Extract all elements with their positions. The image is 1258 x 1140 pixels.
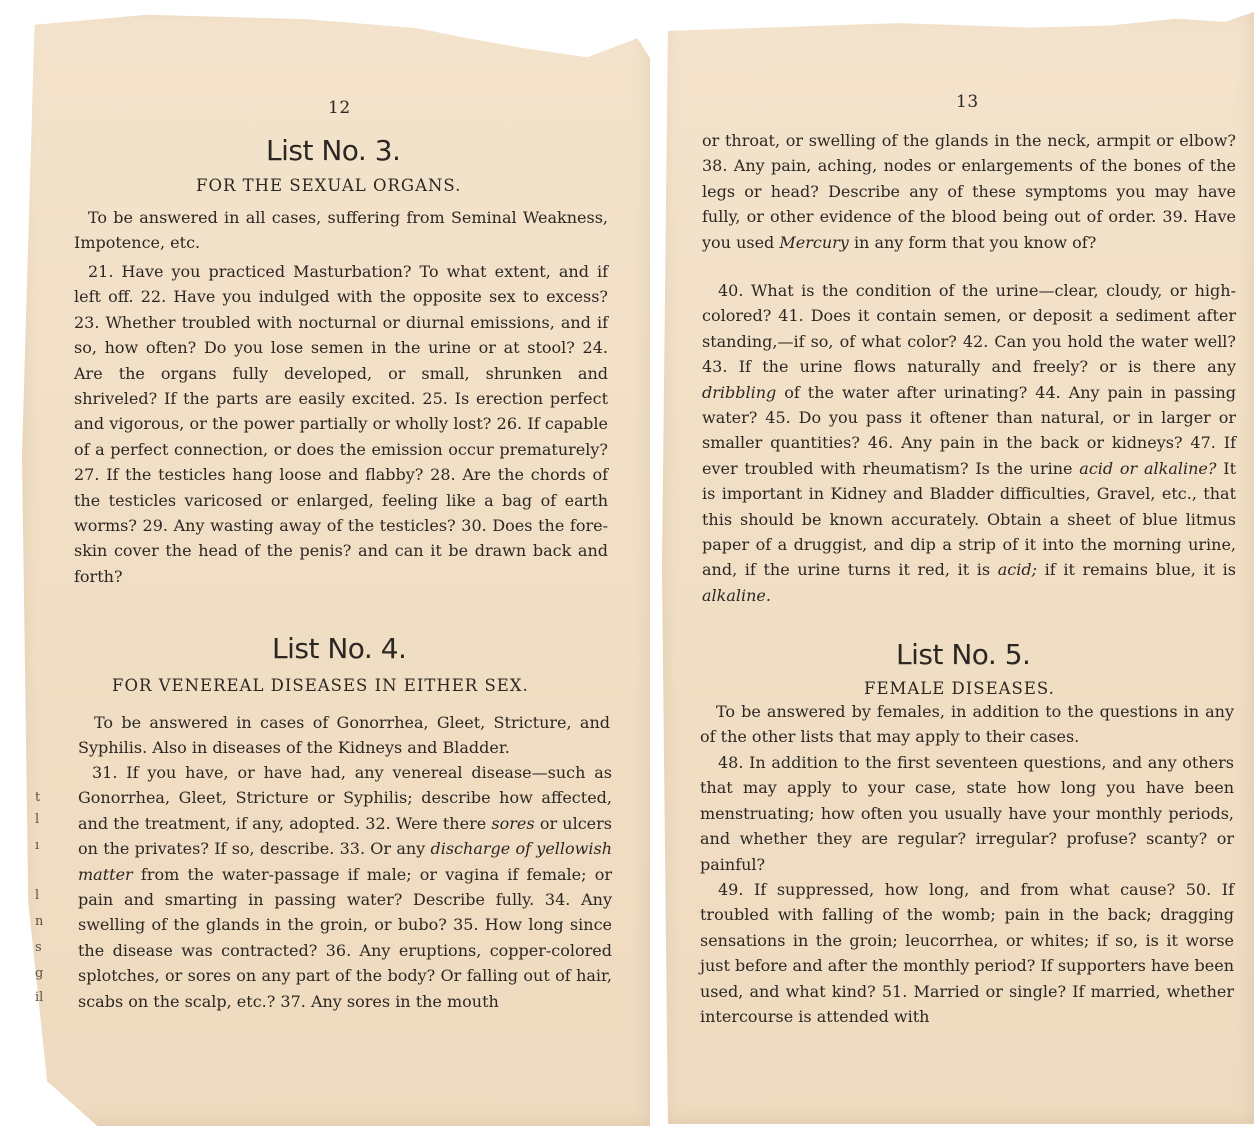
dribbling-italic: dribbling [702,382,777,402]
list-4-questions-part-b: or ulcers on the privates? If so, describe. 33. Or any [78,813,613,859]
continued-part-a: or throat, or swelling of the glands in the neck, armpit or elbow? 38. Any pain, aching, nodes or enlargements of the bones of the legs or head? Describe any of these symptoms you may have fully, or other evidence of the blood being out of order. 39. Have you used [702,131,1236,252]
list-5-intro: To be answered by females, in addition to the questions in any of the other lists that may apply to their cases. [700,702,1234,747]
edge-letter: g [35,966,44,981]
list-4-questions-part-a: 31. If you have, or have had, any venereal disease—such as Gonorrhea, Gleet, Stricture or Syphilis; describe how affected, and the treatment, if any, adopted. 32. Were there [78,763,612,833]
edge-letter: n [35,914,44,929]
list-5-question-48: 48. In addition to the first seventeen questions, and any others that may apply to your case, state how long you have been menstruating; how often you usually have your monthly periods, and whether they are regular? irregular? profuse? scanty? or painful? [700,753,1234,874]
list-3-intro: To be answered in all cases, suffering from Seminal Weakness, Impotence, etc. [74,208,608,253]
edge-letter: t [35,790,41,805]
list-5-subtitle: FEMALE DISEASES. [864,679,1055,698]
acid-alkaline-italic: acid or alkaline? [1079,458,1217,478]
list-3-title: List No. 3. [266,134,401,167]
continued-questions [702,128,1236,255]
list-4-intro: To be answered in cases of Gonorrhea, Gleet, Stricture, and Syphilis. Also in diseases of the Kidneys and Bladder. [78,713,610,758]
list-4-title: List No. 4. [272,632,407,665]
continued-part-b: in any form that you know of? [853,232,1097,252]
urine-part-c: It is important in Kidney and Bladder difficulties, Gravel, etc., that this should be known accurately. Obtain a sheet of blue litmus paper of a druggist, and dip a strip of it into the morning urine, and, if the urine turns it red, it is [702,458,1237,580]
list-4-questions-part-c: from the water-passage if male; or vagina if female; or pain and smarting in passing water? Describe fully. 34. Any swelling of the glands in the groin, or bubo? 35. How long since the disease was contracted? 36. Any eruptions, copper-colored splotches, or sores on any part of the body? Or falling out of hair, scabs on the scalp, etc.? 37. Any sores in the mouth [78,864,612,1011]
page-number-12: 12 [328,98,351,118]
list-3-questions: 21. Have you practiced Masturbation? To what extent, and if left off. 22. Have you indulged with the opposite sex to excess? 23. Whether troubled with nocturnal or diurnal emissions, and if so, how often? Do you lose semen in the urine or at stool? 24. Are the organs fully developed, or small, shrunken and shriveled? If the parts are easily excited. 25. Is erection perfect and vigorous, or the power partially or wholly lost? 26. If capable of a perfect connection, or does the emission occur prematurely? 27. If the testicles hang loose and flabby? 28. Are the chords of the testicles varicosed or enlarged, feeling like a bag of earth worms? 29. Any wasting away of the testicles? 30. Does the fore-skin cover the head of the penis? and can it be drawn back and forth? [74,262,608,586]
mercury-italic: Mercury [779,232,849,252]
edge-letter: il [35,990,44,1005]
edge-letter: s [35,940,42,955]
urine-questions [702,278,1236,608]
list-4-questions [78,760,612,1014]
urine-part-b: of the water after urinating? 44. Any pain in passing water? 45. Do you pass it oftener than natural, or in larger or smaller quantities? 46. Any pain in the back or kidneys? 47. If ever troubled with rheumatism? Is the urine [702,382,1236,478]
list-5-question-49: 49. If suppressed, how long, and from what cause? 50. If troubled with falling of the womb; pain in the back; dragging sensations in the groin; leucorrhea, or whites; if so, is it worse just before and after the monthly period? If supporters have been used, and what kind? 51. Married or single? If married, whether intercourse is attended with [700,880,1234,1027]
urine-part-a: 40. What is the condition of the urine—clear, cloudy, or high-colored? 41. Does it contain semen, or deposit a sediment after standing,—if so, of what color? 42. Can you hold the water well? 43. If the urine flows naturally and freely? or is there any [702,281,1236,377]
urine-part-d: if it remains blue, it is [1044,560,1236,580]
edge-letter: l [35,888,40,903]
discharge-italic: discharge of yellowish matter [78,839,612,884]
edge-letter: ı [35,838,40,853]
list-5-title: List No. 5. [896,638,1031,671]
alkaline-italic: alkaline. [702,585,771,605]
list-3-subtitle: FOR THE SEXUAL ORGANS. [196,176,462,195]
acid-italic: acid; [997,560,1038,580]
sores-italic: sores [491,813,535,833]
page-number-13: 13 [956,92,979,112]
edge-letter: l [35,812,40,827]
list-4-subtitle: FOR VENEREAL DISEASES IN EITHER SEX. [112,676,529,695]
